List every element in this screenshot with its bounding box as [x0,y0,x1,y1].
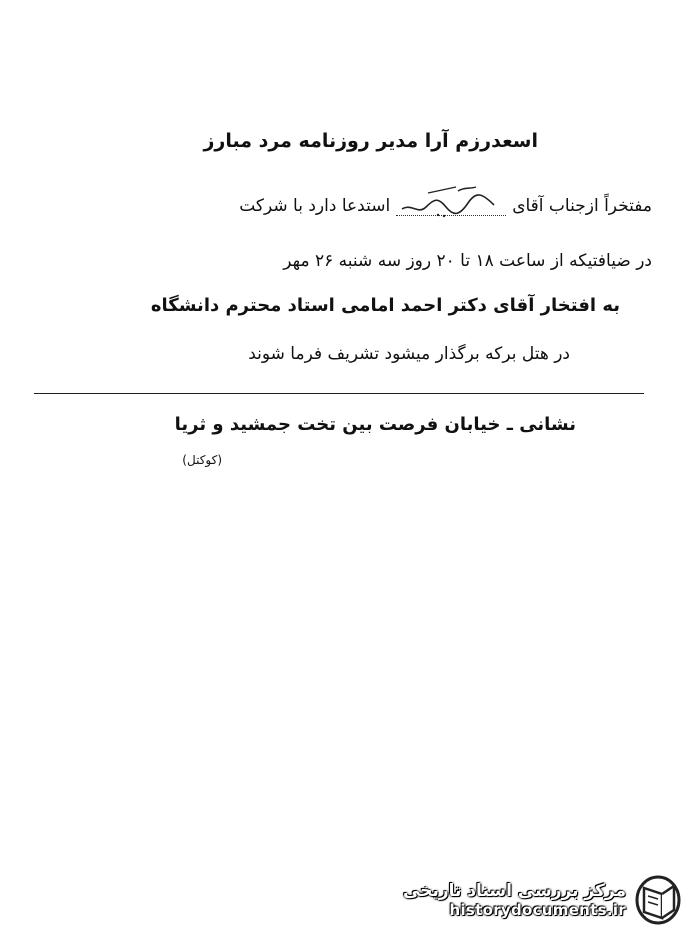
watermark-text [403,881,626,919]
recipient-heading: اسعدرزم آرا مدیر روزنامه مرد مبارز [203,130,538,152]
reception-time-line: در ضیافتیکه از ساعت ۱۸ تا ۲۰ روز سه شنبه ۲۶ مهر [283,251,652,271]
handwritten-signature-icon [398,185,504,219]
handwritten-name-blank [396,193,506,216]
honoree-line: به افتخار آقای دکتر احمد امامی استاد محترم دانشگاه [150,295,620,316]
cocktail-note: (کوکتل) [182,453,222,467]
address-line: نشانی ـ خیابان فرصت بین تخت جمشید و ثریا [174,414,576,435]
archive-logo-icon [634,874,682,926]
invitation-line [239,193,652,216]
watermark-name: مرکز بررسی اسناد تاریخی [403,881,626,901]
venue-line: در هتل برکه برگذار میشود تشریف فرما شوند [248,344,570,364]
invitation-before-name: مفتخراً ازجناب آقای [512,196,652,216]
divider-rule [34,393,644,394]
watermark-url: historydocuments.ir [449,901,626,919]
invitation-after-name: استدعا دارد با شرکت [239,196,391,216]
archive-watermark [403,874,682,926]
